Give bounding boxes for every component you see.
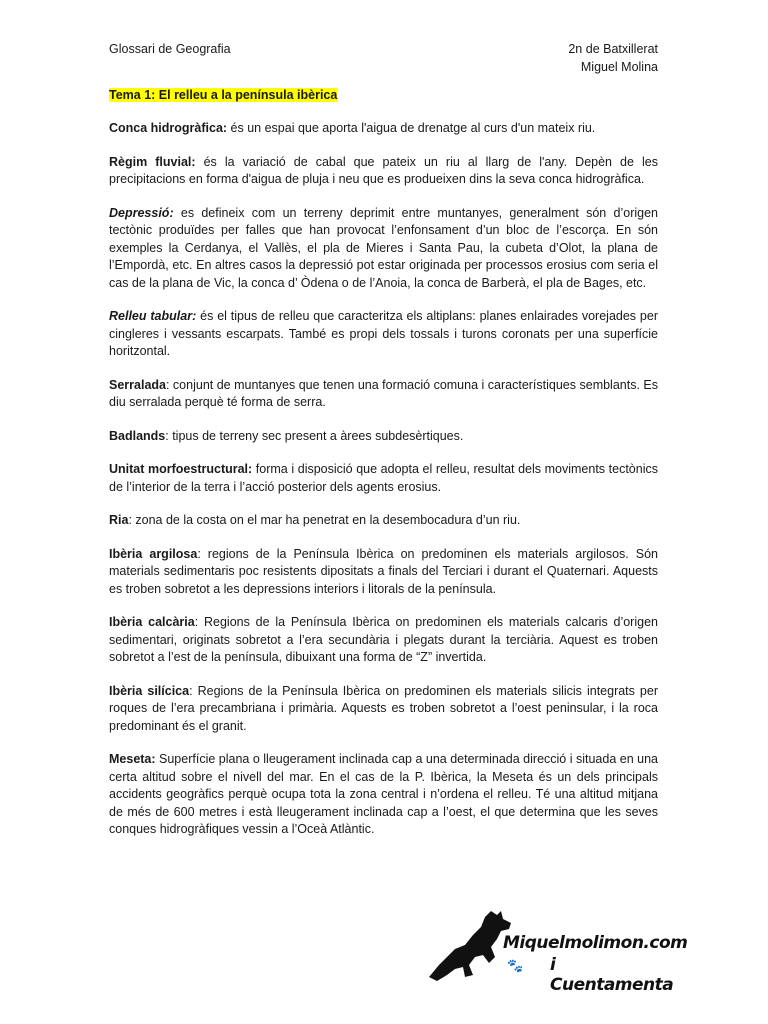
entry-term: Depressió:: [109, 205, 174, 220]
entry-term: Badlands: [109, 428, 166, 443]
entry-definition: : Regions de la Península Ibèrica on predominen els materials calcaris d’origen sedimentari, originats sobretot a l’era secundària i plegats durant la terciària. Aquest es troben sobretot a l’est de la península, dibuixant una forma de “Z” invertida.: [109, 615, 658, 664]
document-page: [109, 40, 658, 851]
entry-definition: és un espai que aporta l'aigua de drenatge al curs d'un mateix riu.: [227, 121, 596, 135]
entry-definition: forma i disposició que adopta el relleu, resultat dels moviments tectònics de l’interior de la terra i l’acció posterior dels agents erosius.: [109, 462, 658, 494]
glossary-entry-unitat: [109, 461, 658, 496]
header-right: [568, 40, 658, 76]
entry-term: Relleu tabular:: [109, 309, 197, 323]
glossary-entry-calcaria: [109, 614, 658, 667]
glossary-entry-depressio: [109, 205, 658, 293]
entry-definition: és el tipus de relleu que caracteritza els altiplans: planes enlairades vorejades per cingleres i vessants escarpats. També es propi dels tossals i turons coronats per una superfície horitzontal.: [109, 309, 658, 358]
author-name: Miguel Molina: [580, 60, 658, 74]
document-header: [109, 40, 658, 76]
entry-term: Ibèria silícica: [109, 683, 190, 698]
entry-definition: : regions de la Península Ibèrica on predominen els materials argilosos. Són materials sedimentaris poc resistents dipositats a finals del Terciari i durant el Quaternari. Aquests es troben sobretot a les depressions interiors i litorals de la península.: [109, 546, 659, 596]
entry-term: Ibèria argilosa: [109, 546, 198, 561]
entry-term: Serralada: [109, 377, 166, 392]
entry-term: Ria: [109, 513, 129, 527]
glossary-entry-serralada: [109, 377, 658, 412]
entry-definition: és la variació de cabal que pateix un riu al llarg de l'any. Depèn de les precipitacions en forma d'aigua de pluja i neu que es produeixen dins la seva conca hidrogràfica.: [109, 154, 658, 186]
glossary-entry-silicica: [109, 683, 658, 736]
entry-definition: es defineix com un terreny deprimit entre muntanyes, generalment són d’origen tectònic produïdes per falles que han provocat l’enfonsament d’un bloc de l’escorça. En són exemples la Cerdanya, el Vallès, el pla de Mieres i Santa Pau, la cubeta d’Olot, la plana de l’Empordà, etc. En altres casos la depressió pot estar originada per processos erosius com seria el cas de la plana de Vic, la conca d’ Òdena o de l’Anoia, la conca de Barberà, el pla de Bages, etc.: [109, 205, 658, 290]
glossary-entry-relleu-tabular: [109, 308, 658, 361]
entry-term: Conca hidrogràfica:: [109, 121, 228, 135]
glossary-entry-badlands: [109, 428, 658, 446]
logo-tagline: i Cuentamenta: [550, 955, 674, 995]
topic-highlight: Tema 1: El relleu a la península ibèrica: [109, 88, 338, 102]
glossary-entry-ria: [109, 512, 658, 530]
entry-term: Ibèria calcària: [109, 615, 195, 629]
entry-definition: : conjunt de muntanyes que tenen una formació comuna i característiques semblants. Es diu serralada perquè té forma de serra.: [109, 377, 658, 409]
dog-logo-icon: [425, 905, 515, 983]
glossary-entry-argilosa: [109, 546, 658, 599]
paw-prints-icon: 🐾: [507, 958, 524, 973]
site-logo: [425, 905, 688, 995]
logo-site-name: Miquelmolimon.com: [503, 933, 688, 953]
entry-term: Règim fluvial:: [109, 154, 196, 169]
entry-definition: : tipus de terreny sec present a àrees subdesèrtiques.: [165, 428, 464, 443]
entry-definition: Superfície plana o lleugerament inclinada cap a una determinada direcció i situada en una certa altitud sobre el nivell del mar. En el cas de la P. Ibèrica, la Meseta és un dels principals accidents geogràfics perquè ocupa tota la zona central i n’ordena el relleu. Té una altitud mitjana de més de 600 metres i està lleugerament inclinada cap a l’oest, el que determina que les seves conques hidrogràfiques vessin a l’Oceà Atlàntic.: [109, 752, 658, 836]
entry-definition: : zona de la costa on el mar ha penetrat en la desembocadura d’un riu.: [128, 513, 521, 527]
glossary-entry-regim: [109, 154, 658, 189]
grade-label: 2n de Batxillerat: [568, 42, 658, 56]
glossary-entry-conca: [109, 120, 658, 138]
entry-term: Unitat morfoestructural:: [109, 462, 253, 476]
glossary-entry-meseta: [109, 751, 658, 839]
course-title: Glossari de Geografia: [109, 42, 231, 56]
topic-heading: [109, 86, 658, 104]
entry-term: Meseta:: [109, 752, 156, 766]
entry-definition: : Regions de la Península Ibèrica on predominen els materials silicis integrats per roques de l’era precambriana i primària. Aquests es troben sobretot a l’oest peninsular, i la roca predominant és el granit.: [109, 683, 659, 733]
